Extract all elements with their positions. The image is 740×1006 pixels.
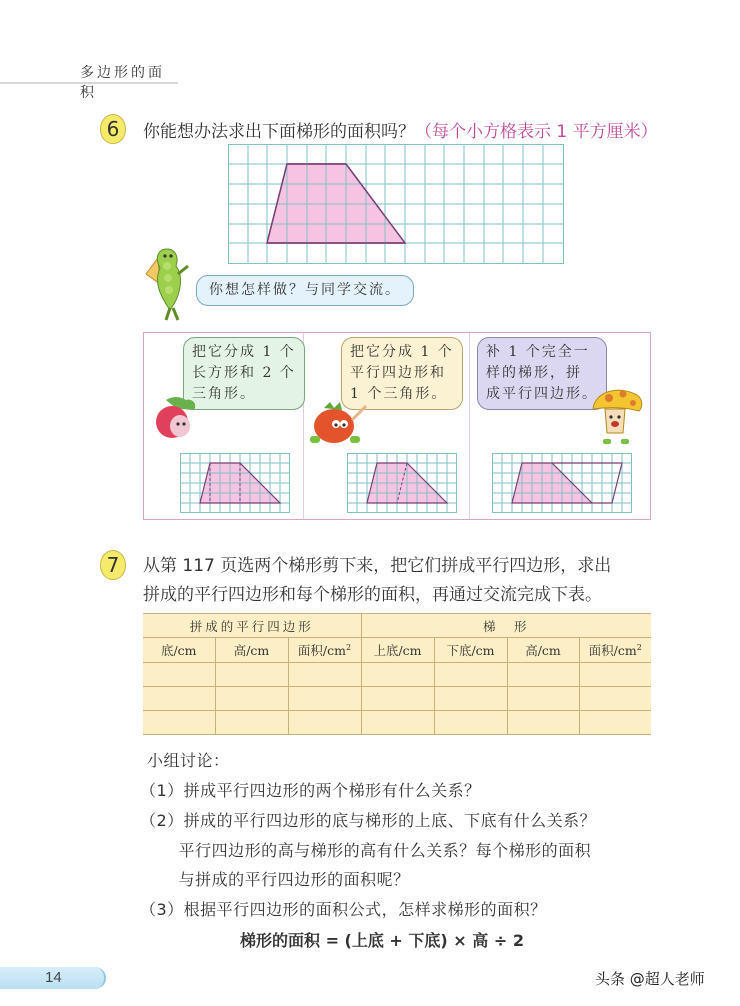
table-row <box>143 711 651 735</box>
table-cell[interactable] <box>507 663 579 687</box>
pea-pod-mascot <box>140 244 195 322</box>
radish-mascot <box>152 396 200 442</box>
table-cell[interactable] <box>143 663 215 687</box>
table-cell[interactable] <box>507 687 579 711</box>
table-cell[interactable] <box>361 711 434 735</box>
trapezoid-area-formula: 梯形的面积 = (上底 + 下底) × 高 ÷ 2 <box>240 931 524 950</box>
table-cell[interactable] <box>288 663 361 687</box>
method-1-speech-bubble: 把它分成 1 个 长方形和 2 个 三角形。 <box>183 337 305 410</box>
table-cell[interactable] <box>579 711 651 735</box>
page-number-tab <box>0 967 106 989</box>
table-cell[interactable] <box>579 687 651 711</box>
method-1-grid <box>180 453 290 513</box>
header-rule <box>0 82 178 84</box>
table-cell[interactable] <box>215 711 288 735</box>
group-header-trapezoid: 梯 形 <box>361 614 651 638</box>
panel-divider <box>469 333 470 519</box>
table-cell[interactable] <box>143 711 215 735</box>
grid-unit-note: （每个小方格表示 1 平方厘米） <box>415 122 658 142</box>
table-cell[interactable] <box>143 687 215 711</box>
table-cell[interactable] <box>434 687 507 711</box>
col-header-height: 高/cm <box>215 638 288 663</box>
chapter-header <box>0 58 178 101</box>
discussion-title: 小组讨论： <box>147 751 230 770</box>
method-2-grid <box>347 453 457 513</box>
trapezoid-grid <box>228 144 564 264</box>
tomato-mascot <box>306 400 372 448</box>
table-cell[interactable] <box>288 687 361 711</box>
problem-7-line-2: 拼成的平行四边形和每个梯形的面积，再通过交流完成下表。 <box>143 585 602 605</box>
table-cell[interactable] <box>434 711 507 735</box>
col-header-upper-base: 上底/cm <box>361 638 434 663</box>
col-header-base: 底/cm <box>143 638 215 663</box>
mushroom-mascot <box>589 385 645 447</box>
table-cell[interactable] <box>361 687 434 711</box>
discussion-item-2-cont: 平行四边形的高与梯形的高有什么关系？每个梯形的面积 <box>140 841 592 860</box>
table-row <box>143 663 651 687</box>
table-cell[interactable] <box>434 663 507 687</box>
table-cell[interactable] <box>288 711 361 735</box>
discussion-item-1: （1）拼成平行四边形的两个梯形有什么关系？ <box>140 781 481 800</box>
col-header-area: 面积$/cm^2$ <box>288 638 361 663</box>
group-header-parallelogram: 拼成的平行四边形 <box>143 614 361 638</box>
table-cell[interactable] <box>507 711 579 735</box>
discussion-item-2-cont-2: 与拼成的平行四边形的面积呢？ <box>140 870 410 889</box>
method-3-speech-bubble: 补 1 个完全一 样的梯形，拼 成平行四边形。 <box>477 337 607 410</box>
table-cell[interactable] <box>361 663 434 687</box>
prompt-speech-bubble: 你想怎样做？与同学交流。 <box>196 275 414 306</box>
discussion-item-3: （3）根据平行四边形的面积公式，怎样求梯形的面积？ <box>140 900 547 919</box>
page-number: 14 <box>45 969 62 986</box>
table-row <box>143 687 651 711</box>
method-2-speech-bubble: 把它分成 1 个 平行四边形和 1 个三角形。 <box>341 337 463 410</box>
results-table-wrap <box>143 613 651 735</box>
watermark: 头条 @超人老师 <box>595 970 705 988</box>
discussion-item-2: （2）拼成的平行四边形的底与梯形的上底、下底有什么关系？ <box>140 811 597 830</box>
method-3-grid <box>492 453 632 513</box>
problem-7-line-1: 从第 117 页选两个梯形剪下来，把它们拼成平行四边形，求出 <box>143 556 612 576</box>
chapter-title: 多边形的面积 <box>80 65 165 101</box>
problem-6-question: 你能想办法求出下面梯形的面积吗？（每个小方格表示 1 平方厘米） <box>143 122 658 142</box>
col-header-lower-base: 下底/cm <box>434 638 507 663</box>
col-header-trap-height: 高/cm <box>507 638 579 663</box>
col-header-trap-area: 面积$/cm^2$ <box>579 638 651 663</box>
table-cell[interactable] <box>215 663 288 687</box>
table-cell[interactable] <box>215 687 288 711</box>
problem-number-badge-6: 6 <box>96 110 130 146</box>
table-cell[interactable] <box>579 663 651 687</box>
problem-number-badge-7: 7 <box>96 546 130 582</box>
results-table <box>143 613 651 735</box>
